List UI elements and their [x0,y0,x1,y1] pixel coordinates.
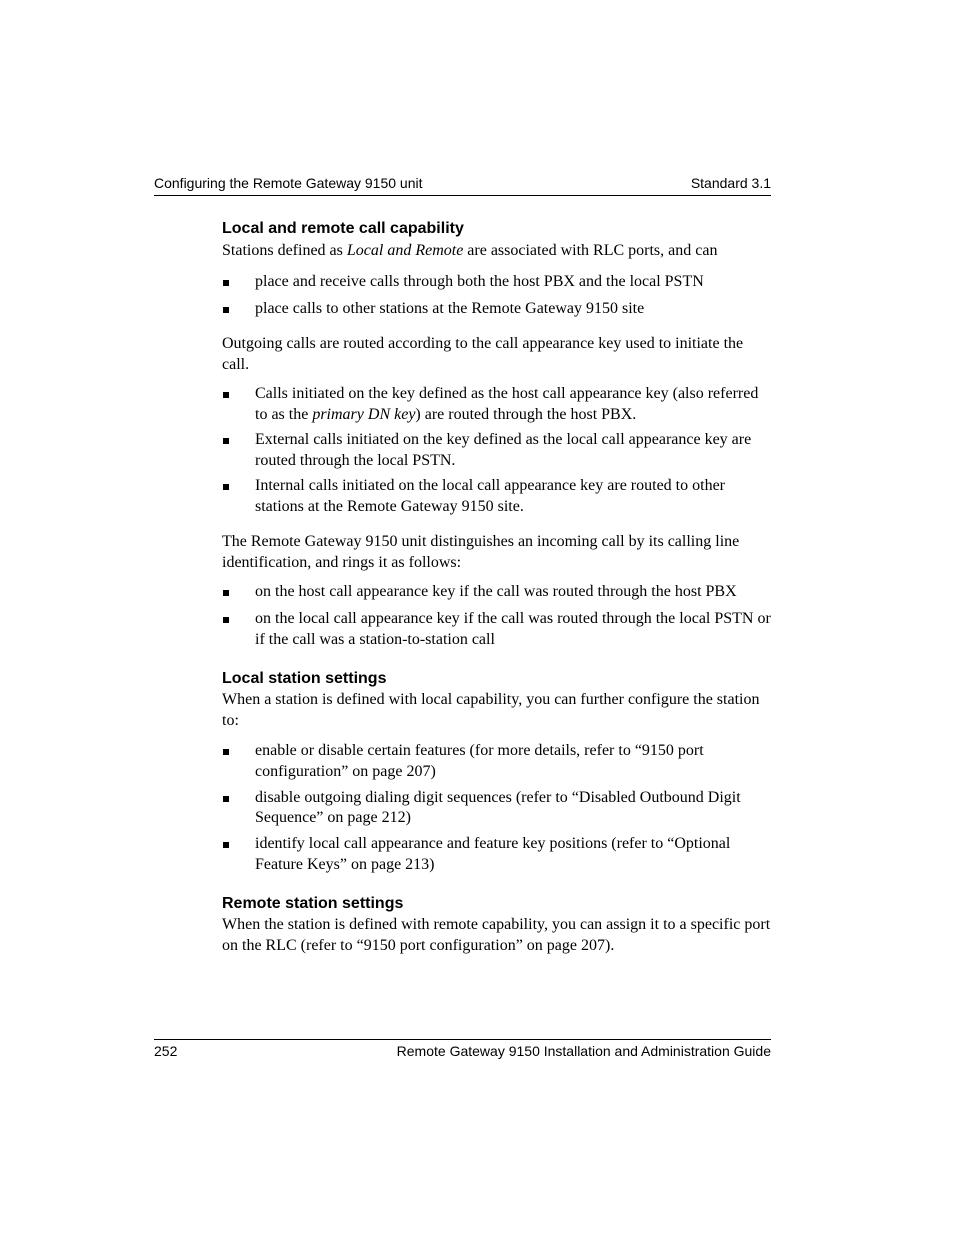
bullet-square-icon [223,749,229,755]
paragraph-local-remote-intro [222,241,774,262]
list-item-text: Calls initiated on the key defined as the host call appearance key (also referred to as the [255,385,759,423]
list-item-text: External calls initiated on the key defined as the local call appearance key are routed through the local PSTN. [255,431,752,469]
bullet-list-capabilities [222,272,774,320]
list-item [222,609,774,650]
section-heading-remote-station: Remote station settings [222,895,404,912]
list-item-text: ) are routed through the host PBX. [415,405,637,423]
paragraph-remote-station-intro: When the station is defined with remote capability, you can assign it to a specific port on the RLC (refer to “9150 port configuration” on page 207). [222,916,771,954]
list-item-text: identify local call appearance and feature key positions (refer to “Optional Feature Keys” on page 213) [255,835,731,873]
footer-document-title: Remote Gateway 9150 Installation and Administration Guide [396,1043,771,1059]
page-number: 252 [154,1043,178,1059]
text-run: are associated with RLC ports, and can [463,242,718,259]
paragraph-local-station-intro: When a station is defined with local capability, you can further configure the station to: [222,691,760,729]
bullet-list-outgoing-routing [222,384,774,517]
list-item [222,384,774,425]
list-item [222,430,774,471]
section-heading-local-station: Local station settings [222,670,387,687]
bullet-square-icon [223,392,229,398]
list-item-text: on the host call appearance key if the call was routed through the host PBX [255,583,737,600]
bullet-square-icon [223,842,229,848]
running-header [154,175,771,196]
list-item [222,476,774,517]
header-standard: Standard 3.1 [690,175,771,191]
bullet-square-icon [223,617,229,623]
list-item-text: Internal calls initiated on the local call appearance key are routed to other stations at the Remote Gateway 9150 site. [255,477,725,515]
emphasis-primary-dn-key: primary DN key [312,405,416,423]
paragraph-incoming-calls: The Remote Gateway 9150 unit distinguishes an incoming call by its calling line identification, and rings it as follows: [222,533,740,571]
text-run: Stations defined as [222,242,347,259]
bullet-list-ring-rules [222,582,774,650]
bullet-list-local-station [222,741,774,875]
list-item-text: disable outgoing dialing digit sequences (refer to “Disabled Outbound Digit Sequence” on page 212) [255,788,741,826]
emphasis-local-and-remote: Local and Remote [346,242,464,259]
list-item [222,834,774,875]
list-item [222,272,774,293]
section-heading-local-remote: Local and remote call capability [222,220,464,237]
paragraph-outgoing-calls: Outgoing calls are routed according to the call appearance key used to initiate the call. [222,335,744,373]
list-item [222,582,774,603]
list-item-text: place and receive calls through both the host PBX and the local PSTN [255,272,704,290]
bullet-square-icon [223,590,229,596]
header-chapter-title: Configuring the Remote Gateway 9150 unit [154,175,423,191]
list-item [222,741,774,782]
bullet-square-icon [223,796,229,802]
list-item [222,299,774,320]
list-item-text: place calls to other stations at the Remote Gateway 9150 site [255,299,645,317]
page-content [222,219,774,956]
list-item [222,788,774,829]
list-item-text: on the local call appearance key if the call was routed through the local PSTN or if the call was a station-to-station call [255,610,771,648]
bullet-square-icon [223,438,229,444]
bullet-square-icon [223,307,229,313]
list-item-text: enable or disable certain features (for more details, refer to “9150 port configuration” on page 207) [255,742,704,780]
bullet-square-icon [223,280,229,286]
running-footer [154,1039,771,1060]
bullet-square-icon [223,484,229,490]
